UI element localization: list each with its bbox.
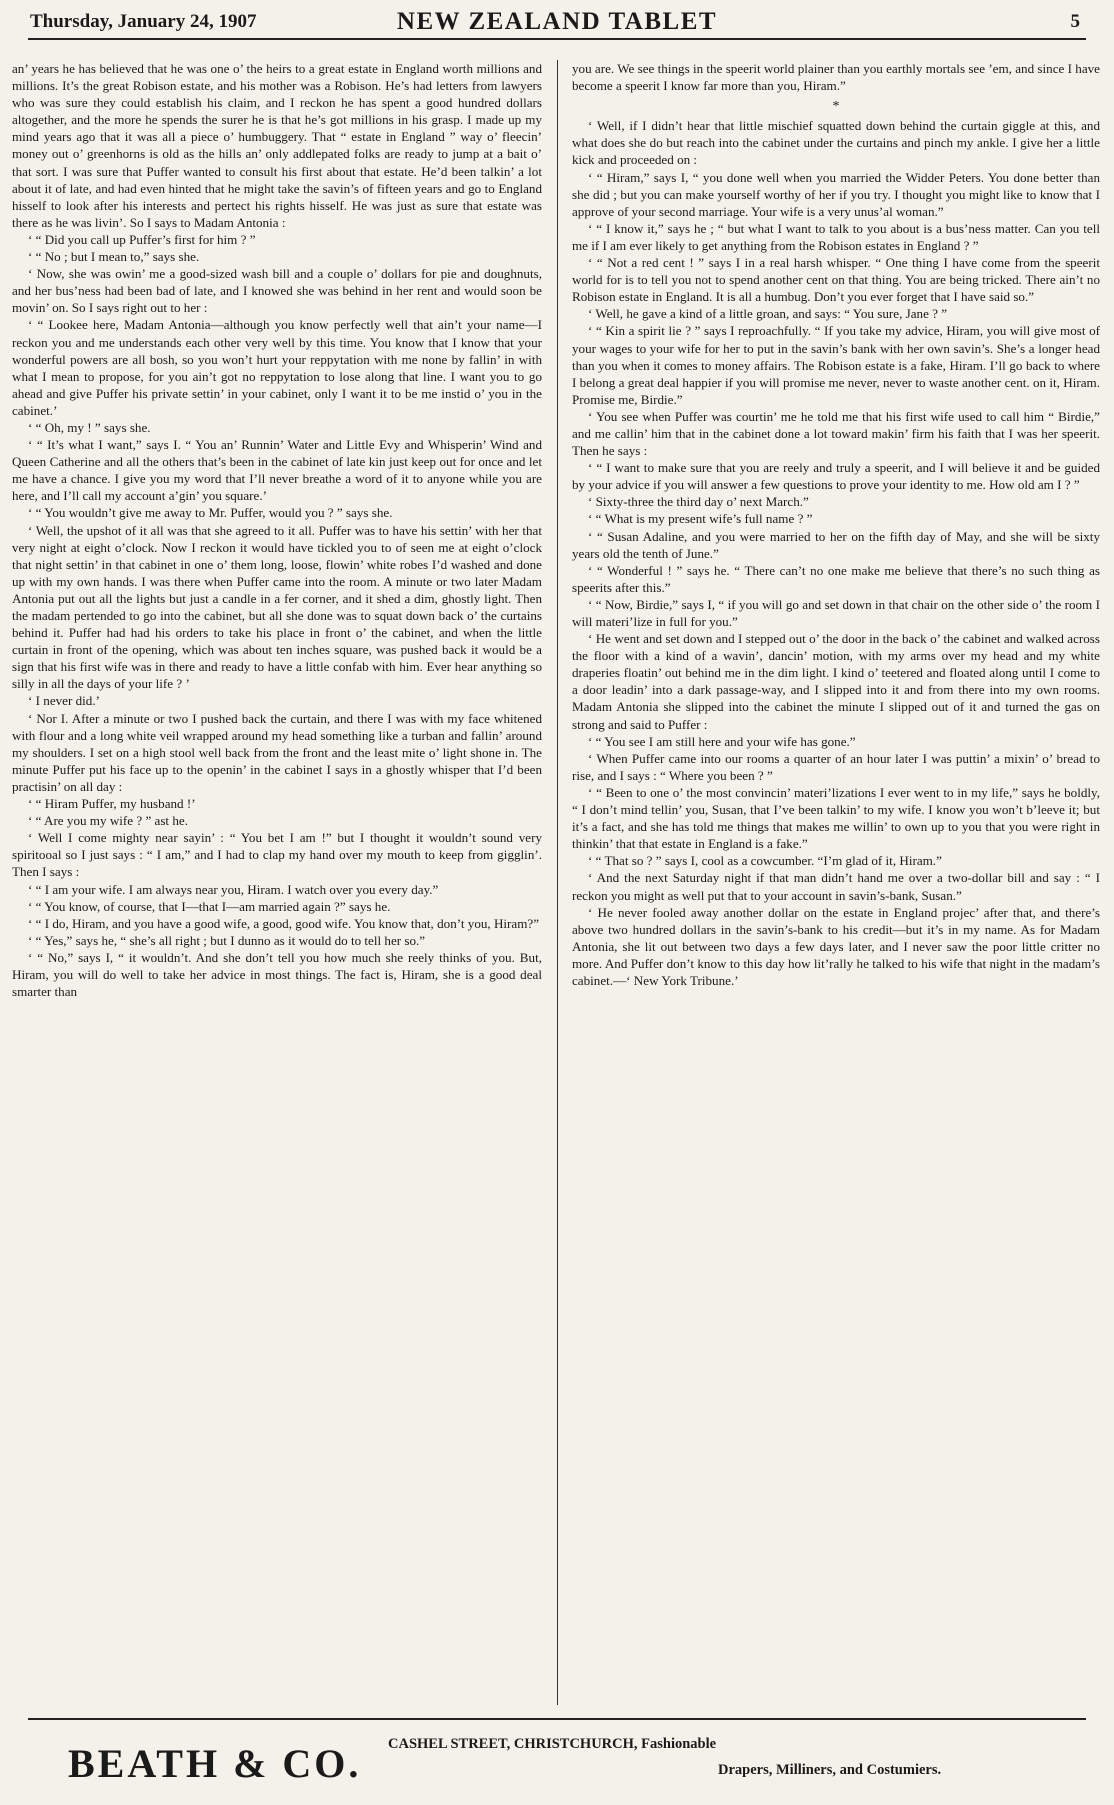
paragraph: ‘ You see when Puffer was courtin’ me he told me that his first wife used to call him “ Birdie,” and me callin’ him that in the cabinet done a lot toward makin’ firm his faith that I was her speerit. Then he says : (572, 408, 1100, 459)
paragraph: ‘ Well, if I didn’t hear that little mischief squatted down behind the curtain giggle at this, and what does she do but reach into the cabinet under the curtains and pinch my ankle. I give her a little kick and proceeded on : (572, 118, 1100, 168)
paragraph: ‘ He went and set down and I stepped out o’ the door in the back o’ the cabinet and walked across the floor with a kind of a wavin’, dancin’ motion, with my arms over my head and my white draperies floatin’ out behind me in the dim light. I kind o’ teetered and floated along until I come to a door leadin’ into a dark passage-way, and I slipped into it and from there into my own rooms. Madam Antonia she slipped into the cabinet the minute I slipped out of it and turned the gas on strong and said to Puffer : (572, 631, 1100, 732)
paragraph: an’ years he has believed that he was one o’ the heirs to a great estate in England worth millions and millions. It’s the great Robison estate, and his mother was a Robison. He’s had letters from lawyers who was sure they could establish his claim, and I reckon he has spent a good hundred dollars altogether, and the more he spends the surer he is that he’s got millions in his grasp. I made up my mind years ago that it was all a piece o’ humbuggery. That “ estate in England ” way o’ fleecin’ money out o’ greenhorns is old as the hills an’ only addlepated folks are ready to jump at a bait o’ that sort. I was sure that Puffer wanted to consult his first about that estate. He’d been talkin’ a lot about it of late, and had even hinted that he might take the savin’s of fifteen years and go to England hisself to look after his interests and pertect his rights hisself. He was just as sure that estate was there as he was livin’. So I says to Madam Antonia : (12, 61, 542, 230)
paragraph: ‘ “ No ; but I mean to,” says she. (28, 249, 200, 265)
page-number: 5 (1070, 11, 1080, 32)
paragraph: ‘ “ Not a red cent ! ” says I in a real harsh whisper. “ One thing I have come from the speerit world for is to tell you not to spend another cent on that thing. You are being tricked. There ain’t no Robison estate in England. It is all a humbug. Don’t you ever forget that I have said so.” (572, 255, 1100, 305)
paragraph: ‘ “ I know it,” says he ; “ but what I want to talk to you about is a bus’ness matter. Can you tell me if I am ever likely to get anything from the Robison estates in England ? ” (572, 220, 1100, 253)
paragraph: ‘ “ I do, Hiram, and you have a good wife, a good, good wife. You know that, don’t you, Hiram?” (28, 915, 540, 931)
paragraph: ‘ “ Yes,” says he, “ she’s all right ; but I dunno as it would do to tell her so.” (28, 932, 426, 948)
paragraph: ‘ Sixty-three the third day o’ next March.” (588, 494, 809, 510)
paragraph: ‘ “ You know, of course, that I—that I—am married again ?” says he. (28, 898, 391, 914)
advertiser-address: CASHEL STREET, CHRISTCHURCH, Fashionable (388, 1736, 717, 1752)
paragraph: ‘ “ It’s what I want,” says I. “ You an’ Runnin’ Water and Little Evy and Whisperin’ Wind and Queen Catherine and all the others that’s been in the cabinet of late kin just keep out for once and let me have a chance. I give you my word that I’ll never breathe a word of it to anyone while you are here, and I’ll call my account a’gin’ you square.’ (12, 437, 542, 504)
paragraph: ‘ “ Hiram Puffer, my husband !’ (28, 796, 196, 812)
paragraph: ‘ “ You see I am still here and your wife has gone.” (588, 733, 856, 749)
right-column (572, 60, 1100, 1710)
paragraph: ‘ “ Now, Birdie,” says I, “ if you will go and set down in that chair on the other side o’ the room I will materi’lize in full for you.” (572, 596, 1100, 629)
paragraph: ‘ Now, she was owin’ me a good-sized wash bill and a couple o’ dollars for pie and doughnuts, and her bus’ness had been bad of late, and I knowed she was behind in her rent and would soon be movin’ on. So I says right out to her : (12, 266, 542, 316)
paragraph: ‘ “ Kin a spirit lie ? ” says I reproachfully. “ If you take my advice, Hiram, you will give most of your wages to your wife for her to put in the savin’s bank with her own savin’s. She’s a longer head than you when it comes to money affairs. The Robison estate is a fake, Hiram. I’ll go back to where I belong a great deal happier if you will promise me never, never to waste another cent. on it, Hiram. Promise me, Birdie.” (572, 323, 1100, 407)
paragraph: ‘ He never fooled away another dollar on the estate in England projec’ after that, and there’s above two hundred dollars in the savin’s-bank to his credit—but it’s in my name. As for Madam Antonia, she lit out between two days a few days later, and I never saw the poor little critter no more. And Puffer don’t know to this day how lit’rally he talked to his wife that night in the madam’s cabinet.—‘ New York Tribune.’ (572, 904, 1100, 988)
paragraph: ‘ “ That so ? ” says I, cool as a cowcumber. “I’m glad of it, Hiram.” (588, 853, 942, 869)
issue-date: Thursday, January 24, 1907 (30, 11, 257, 32)
advertisement-footer (28, 1728, 1086, 1798)
column-divider (557, 60, 558, 1705)
footer-divider (28, 1718, 1086, 1720)
paragraph: ‘ Nor I. After a minute or two I pushed back the curtain, and there I was with my face whitened with flour and a long white veil wrapped around my head something like a turban and fallin’ around my shoulders. I set on a high stool well back from the front and the least mite o’ light shone in. The minute Puffer put his face up to the openin’ in the cabinet I says in a ghostly whisper that I’d been practisin’ on all day : (12, 710, 542, 794)
paragraph: ‘ “ Did you call up Puffer’s first for him ? ” (28, 231, 256, 247)
paragraph: ‘ “ I am your wife. I am always near you, Hiram. I watch over you every day.” (28, 881, 439, 897)
paragraph: ‘ “ No,” says I, “ it wouldn’t. And she don’t tell you how much she reely thinks of you. But, Hiram, you will do well to take her advice in most things. The fact is, Hiram, she is a good deal smarter than (12, 949, 542, 1000)
paragraph: ‘ “ Wonderful ! ” says he. “ There can’t no one make me believe that there’s no such thing as speerits after this.” (572, 562, 1100, 595)
paragraph: ‘ Well I come mighty near sayin’ : “ You bet I am !” but I thought it wouldn’t sound very spiritooal so I just says : “ I am,” and I had to clap my hand over my mouth to keep from gigglin’. Then I says : (12, 830, 542, 880)
section-break: * (832, 99, 840, 115)
publication-title: NEW ZEALAND TABLET (396, 8, 718, 35)
paragraph: ‘ “ Susan Adaline, and you were married to her on the fifth day of May, and she will be sixty years old the tenth of June.” (572, 528, 1100, 561)
paragraph: ‘ “ Oh, my ! ” says she. (28, 419, 151, 435)
paragraph: ‘ “ I want to make sure that you are reely and truly a speerit, and I will believe it and be guided by your advice if you will answer a few questions to prove your identity to me. How old am I ? ” (572, 460, 1100, 493)
paragraph: ‘ “ You wouldn’t give me away to Mr. Puffer, would you ? ” says she. (28, 505, 393, 521)
paragraph: ‘ I never did.’ (28, 693, 100, 709)
paragraph: ‘ Well, the upshot of it all was that she agreed to it all. Puffer was to have his settin’ with her that very night at eight o’clock. Now I reckon it would have tickled you to of seen me at eight o’clock that night settin’ in that cabinet in one o’ them long, loose, flowin’ white robes I’d washed and done up with my own hands. I was there when Puffer came into the room. A minute or two later Madam Antonia put out all the lights but just a candle in a fer corner, and it shed a dim, ghostly light. Then the madam pertended to go into the cabinet, but all she done was to squat down back o’ the curtains behind it. Puffer had had his orders to take his place in front o’ the cabinet, and when the little curtain in front of the opening, which was about ten inches square, was pushed back it would be a sign that his first wife was in there and ready to have a little confab with him. Ever hear anything so silly in all the days of your life ? ’ (12, 522, 542, 692)
advertiser-name: BEATH & CO. (68, 1741, 362, 1786)
paragraph: ‘ “ Lookee here, Madam Antonia—although you know perfectly well that ain’t your name—I reckon you and me understands each other very well by this time. You know that I know that your wonderful powers are all bosh, so you won’t hurt your reppytation with me none by fallin’ in with what I mean to propose, for you ain’t got no reppytation to lose along that line. I want you to go ahead and give Puffer his private settin’ in your cabinet, only I want it to be me instid o’ you in the cabinet.’ (12, 317, 542, 418)
advertiser-trades: Drapers, Milliners, and Costumiers. (718, 1762, 942, 1778)
paragraph: you are. We see things in the speerit world plainer than you earthly mortals see ’em, and since I have become a speerit I know far more than you, Hiram.” (572, 61, 1100, 94)
paragraph: ‘ “ What is my present wife’s full name ? ” (588, 511, 813, 527)
paragraph: ‘ And the next Saturday night if that man didn’t hand me over a two-dollar bill and say : “ I reckon you might as well put that to your account in savin’s-bank, Susan.” (572, 870, 1100, 903)
left-column (12, 60, 542, 1710)
paragraph: ‘ When Puffer came into our rooms a quarter of an hour later I was puttin’ a mixin’ o’ bread to rise, and I says : “ Where you been ? ” (572, 750, 1100, 783)
paragraph: ‘ “ Hiram,” says I, “ you done well when you married the Widder Peters. You done better than she did ; but you can make yourself worthy of her if you try. I thought you might like to know that I approve of your second marriage. Your wife is a very unus’al woman.” (572, 169, 1100, 219)
page-header (28, 8, 1086, 40)
article-body (12, 60, 1102, 1710)
paragraph: ‘ Well, he gave a kind of a little groan, and says: “ You sure, Jane ? ” (588, 306, 948, 322)
paragraph: ‘ “ Are you my wife ? ” ast he. (28, 813, 188, 829)
paragraph: ‘ “ Been to one o’ the most convincin’ materi’lizations I ever went to in my life,” says he boldly, “ I don’t mind tellin’ you, Susan, that I’ve been talkin’ to my wife. I know you won’t b’leeve it; but it’s a fact, and she has told me things that makes me willin’ to own up to you that you were right in thinkin’ that that estate in England is a fake.” (572, 784, 1100, 852)
